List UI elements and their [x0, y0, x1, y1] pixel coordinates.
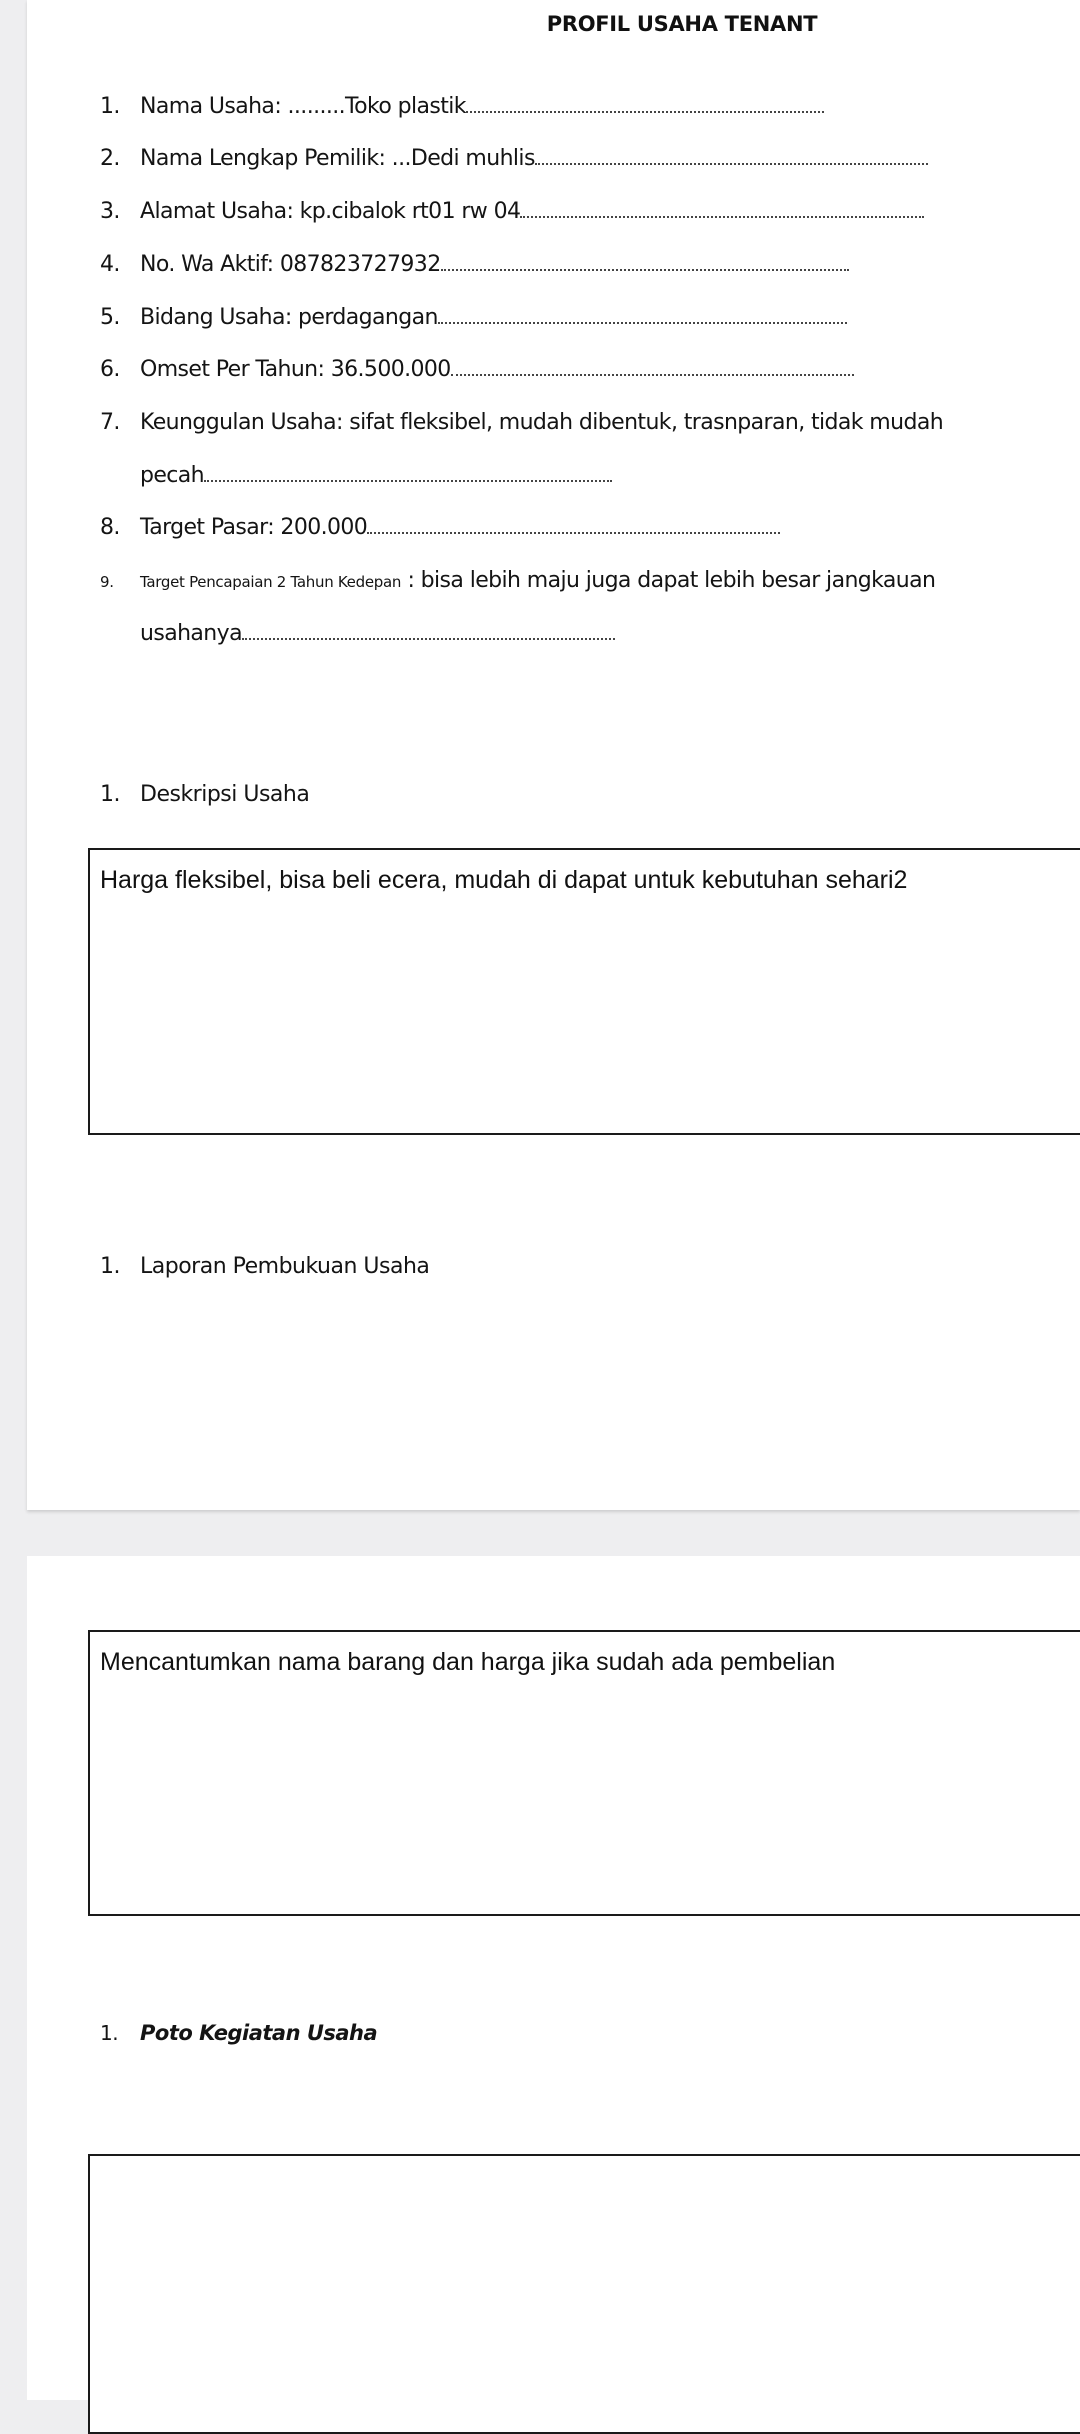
- section-laporan-heading: 1. Laporan Pembukuan Usaha: [100, 1254, 430, 1279]
- item-text: : bisa lebih maju juga dapat lebih besar jangkauan: [401, 568, 936, 593]
- document-page-1: [27, 0, 1080, 1510]
- dotted-line: [438, 321, 847, 324]
- laporan-box: [88, 1630, 1080, 1916]
- dotted-line: [520, 215, 924, 218]
- item-target-pencapaian-cont: [140, 621, 615, 646]
- deskripsi-text: Harga fleksibel, bisa beli ecera, mudah di dapat untuk kebutuhan sehari2: [100, 866, 908, 894]
- item-text: Target Pasar: 200.000: [140, 515, 368, 540]
- dotted-line: [535, 162, 928, 165]
- poto-box: [88, 2154, 1080, 2434]
- item-text: Alamat Usaha: kp.cibalok rt01 rw 04: [140, 199, 521, 224]
- item-text: Nama Usaha: .........Toko plastik: [140, 94, 466, 119]
- dotted-line: [242, 637, 615, 640]
- dotted-line: [367, 531, 780, 534]
- item-bidang-usaha: 5. Bidang Usaha: perdagangan: [100, 305, 847, 330]
- item-text: No. Wa Aktif: 087823727932: [140, 252, 441, 277]
- item-omset: 6. Omset Per Tahun: 36.500.000: [100, 357, 854, 382]
- item-text: pecah: [140, 463, 205, 488]
- item-keunggulan: 7. Keunggulan Usaha: sifat fleksibel, mudah dibentuk, trasnparan, tidak mudah: [100, 410, 944, 435]
- dotted-line: [204, 479, 612, 482]
- item-text: Nama Lengkap Pemilik: ...Dedi muhlis: [140, 146, 535, 171]
- item-text: usahanya: [140, 621, 242, 646]
- item-text: Omset Per Tahun: 36.500.000: [140, 357, 451, 382]
- item-keunggulan-cont: [140, 463, 612, 488]
- item-target-pencapaian: 9. Target Pencapaian 2 Tahun Kedepan : bisa lebih maju juga dapat lebih besar jangkauan: [100, 568, 936, 593]
- item-text-small: Target Pencapaian 2 Tahun Kedepan: [140, 573, 402, 591]
- item-text: Bidang Usaha: perdagangan: [140, 305, 438, 330]
- item-nama-pemilik: 2. Nama Lengkap Pemilik: ...Dedi muhlis: [100, 146, 928, 171]
- item-target-pasar: 8. Target Pasar: 200.000: [100, 515, 780, 540]
- document-page-2: [27, 1556, 1080, 2400]
- section-poto-heading: 1. Poto Kegiatan Usaha: [100, 2021, 378, 2045]
- dotted-line: [466, 110, 824, 113]
- dotted-line: [441, 268, 849, 271]
- dotted-line: [451, 373, 854, 376]
- section-deskripsi-heading: 1. Deskripsi Usaha: [100, 782, 310, 807]
- item-nama-usaha: 1. Nama Usaha: .........Toko plastik: [100, 94, 824, 119]
- deskripsi-box: [88, 848, 1080, 1135]
- item-alamat-usaha: 3. Alamat Usaha: kp.cibalok rt01 rw 04: [100, 199, 924, 224]
- laporan-text: Mencantumkan nama barang dan harga jika sudah ada pembelian: [100, 1648, 836, 1676]
- item-no-wa: 4. No. Wa Aktif: 087823727932: [100, 252, 849, 277]
- document-title: PROFIL USAHA TENANT: [546, 12, 818, 36]
- item-text: Keunggulan Usaha: sifat fleksibel, mudah dibentuk, trasnparan, tidak mudah: [140, 410, 944, 435]
